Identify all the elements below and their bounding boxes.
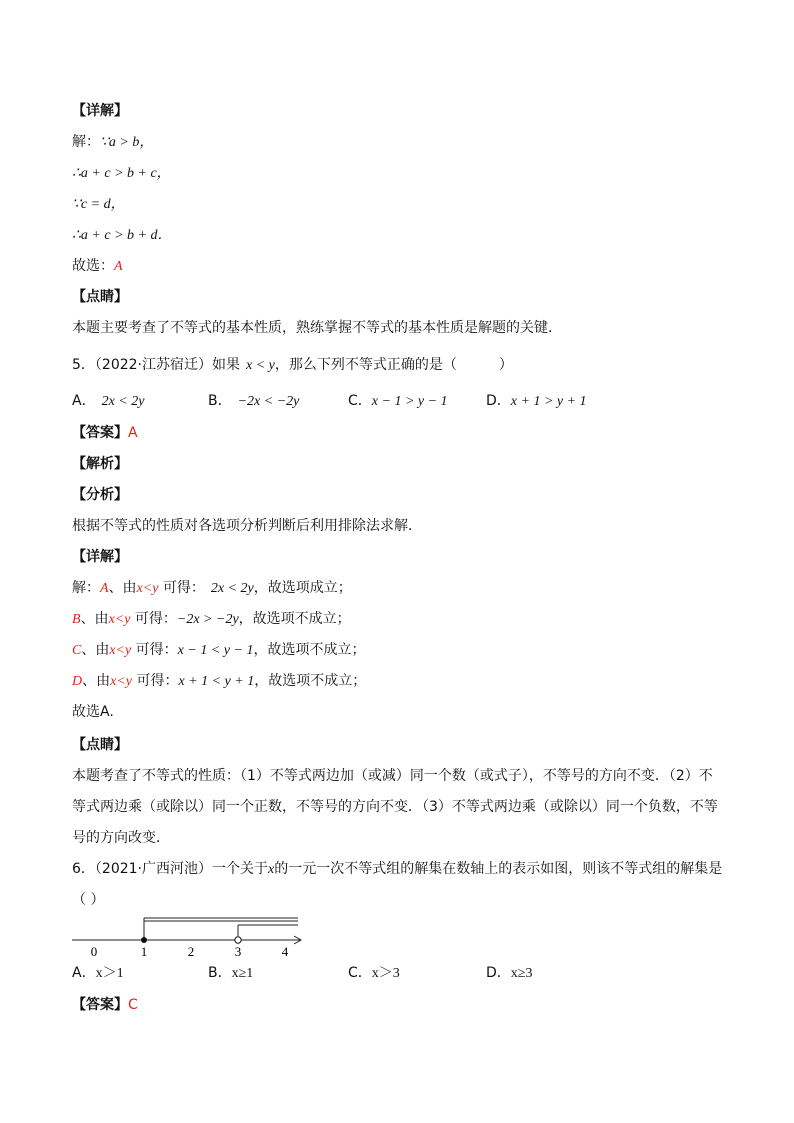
option-letter: A (100, 581, 109, 596)
question-stem-suffix: 的一元一次不等式组的解集在数轴上的表示如图，则该不等式组的解集是 (274, 861, 723, 877)
question-6-stem (72, 859, 722, 880)
answer-prefix: 故选： (72, 258, 114, 274)
detail-heading-5: 【详解】 (72, 549, 128, 565)
answer-value: A (128, 425, 138, 441)
math-expression: ∴a + c > b + c， (72, 166, 171, 181)
option-letter: D (72, 674, 83, 689)
option-letter: B (72, 612, 81, 627)
final-answer-5: 故选A. (72, 704, 114, 720)
option-letter: D． (486, 965, 511, 981)
math-variable: x (268, 862, 275, 877)
analysis-heading: 【解析】 (72, 456, 128, 472)
answer-value: A (114, 259, 123, 274)
detail-text: 、由 (82, 673, 111, 689)
option-expression: 2x < 2y (101, 394, 145, 409)
question-6-paren: （ ） (72, 892, 105, 908)
option-b (208, 963, 253, 984)
option-expression: x＞3 (371, 966, 400, 981)
detail-line-d (72, 671, 366, 692)
solution-line-4 (72, 225, 171, 246)
option-c (348, 391, 448, 412)
option-expression: −2x < −2y (237, 394, 300, 409)
detail-line-c (72, 640, 365, 661)
option-a (72, 963, 124, 984)
fenxi-heading: 【分析】 (72, 487, 128, 503)
option-a (72, 391, 144, 412)
tick-label-2: 2 (187, 944, 195, 959)
option-expression: x≥3 (510, 966, 533, 981)
option-expression: x≥1 (231, 966, 254, 981)
detail-text: ，故选项不成立； (253, 642, 366, 658)
comment-line-2: 等式两边乘（或除以）同一个正数，不等号的方向不变．（3）不等式两边乘（或除以）同一个负数，不等 (72, 799, 718, 815)
detail-text: ，故选项成立； (253, 580, 352, 596)
solid-point-1 (141, 937, 147, 943)
question-stem-prefix: 6．（2021·广西河池）一个关于 (72, 861, 268, 877)
number-line-figure (70, 912, 310, 960)
option-letter: D． (486, 393, 511, 409)
detail-text: ，故选项不成立； (238, 611, 351, 627)
hollow-point-3 (235, 937, 241, 943)
option-c (348, 963, 400, 984)
detail-text: 可得： (158, 580, 205, 596)
option-letter: B． (208, 393, 232, 409)
option-expression: x + 1 > y + 1 (510, 394, 587, 409)
condition-expression: x<y (108, 612, 131, 627)
answer-value: C (128, 997, 138, 1013)
option-b (208, 391, 299, 412)
math-expression: ∵c = d， (72, 197, 125, 212)
solution-line-2 (72, 163, 171, 184)
answer-heading: 【答案】 (72, 425, 128, 441)
math-expression: x < y (246, 358, 275, 373)
comment-line-3: 号的方向改变． (72, 830, 170, 846)
answer-heading: 【答案】 (72, 997, 128, 1013)
comment-heading-1: 【点睛】 (72, 289, 128, 305)
detail-text: 可得： (131, 642, 178, 658)
math-expression: ∵a > b， (100, 135, 154, 150)
tick-label-4: 4 (281, 944, 289, 959)
detail-text: 、由 (80, 611, 109, 627)
comment-text-1: 本题主要考查了不等式的基本性质，熟练掌握不等式的基本性质是解题的关键． (72, 320, 562, 336)
detail-line-b (72, 609, 351, 630)
math-expression: ∴a + c > b + d． (72, 228, 172, 243)
detail-text: 、由 (108, 580, 137, 596)
tick-label-0: 0 (90, 944, 98, 959)
detail-text: 可得： (130, 611, 177, 627)
option-letter: A． (72, 965, 96, 981)
fenxi-text: 根据不等式的性质对各选项分析判断后利用排除法求解． (72, 518, 422, 534)
comment-heading-5: 【点睛】 (72, 737, 128, 753)
solution-line-3 (72, 194, 125, 215)
condition-expression: x<y (136, 581, 159, 596)
answer-line-6 (72, 995, 138, 1015)
math-expression: −2x > −2y (176, 612, 239, 627)
math-expression: x + 1 < y + 1 (178, 674, 255, 689)
question-stem-suffix: ，那么下列不等式正确的是（ ） (274, 357, 513, 373)
option-expression: x＞1 (95, 966, 124, 981)
option-d (486, 963, 532, 984)
math-expression: 2x < 2y (210, 581, 254, 596)
option-expression: x − 1 > y − 1 (371, 394, 448, 409)
answer-line-1 (72, 256, 123, 277)
tick-label-1: 1 (140, 944, 148, 959)
detail-text: 、由 (81, 642, 110, 658)
option-letter: A． (72, 393, 96, 409)
question-stem-prefix: 5．（2022·江苏宿迁）如果 (72, 357, 240, 373)
answer-line-5 (72, 423, 138, 443)
option-letter: C． (348, 965, 372, 981)
solution-prefix: 解： (72, 134, 100, 150)
condition-expression: x<y (109, 643, 132, 658)
detail-heading-1: 【详解】 (72, 103, 128, 119)
solution-line-1 (72, 132, 153, 153)
comment-line-1: 本题考查了不等式的性质：（1）不等式两边加（或减）同一个数（或式子），不等号的方向不变．（2）不 (72, 768, 713, 784)
tick-label-3: 3 (234, 944, 242, 959)
detail-prefix: 解： (72, 580, 100, 596)
detail-line-a (72, 578, 352, 599)
detail-text: ，故选项不成立； (254, 673, 367, 689)
question-5-stem (72, 355, 513, 376)
math-expression: x − 1 < y − 1 (177, 643, 254, 658)
option-d (486, 391, 587, 412)
condition-expression: x<y (110, 674, 132, 689)
option-letter: B． (208, 965, 232, 981)
detail-text: 可得： (132, 673, 179, 689)
option-letter: C (72, 643, 82, 658)
option-letter: C． (348, 393, 372, 409)
